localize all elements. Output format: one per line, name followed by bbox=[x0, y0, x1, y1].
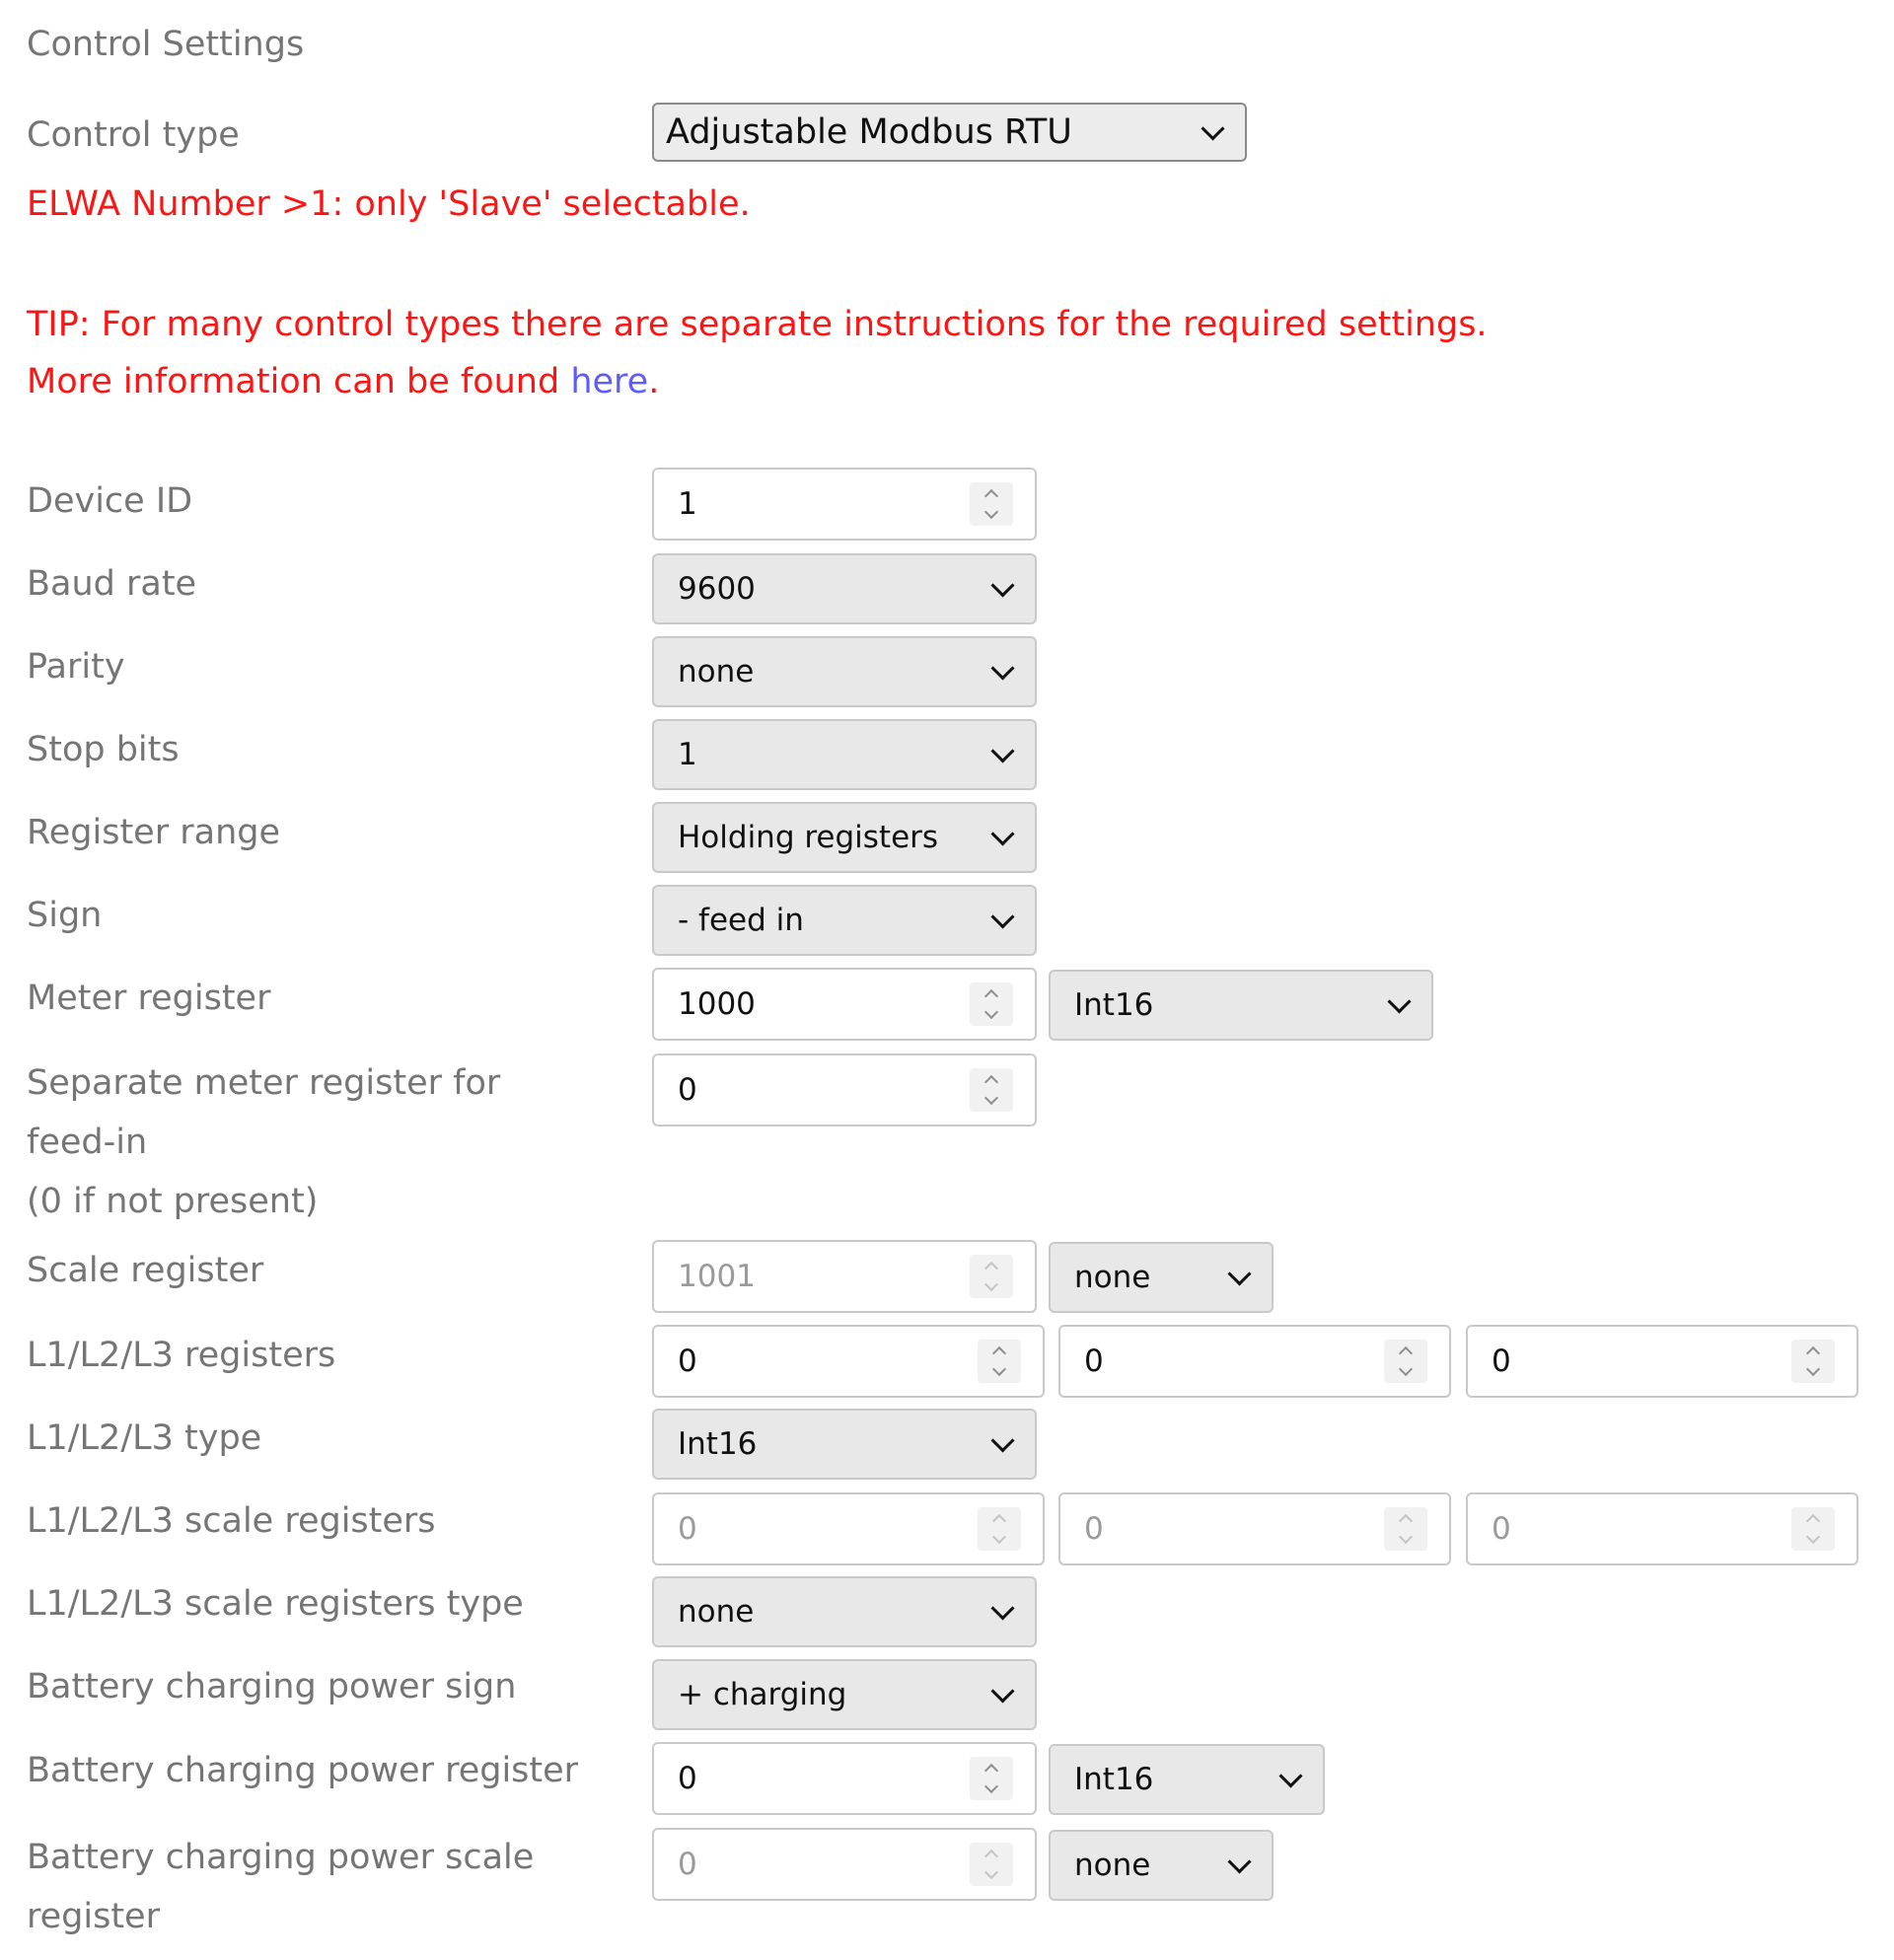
battery-scale-register-label-line1: Battery charging power scale bbox=[27, 1838, 535, 1877]
meter-register-label: Meter register bbox=[27, 979, 271, 1018]
stop-bits-label: Stop bits bbox=[27, 730, 180, 769]
spinner-icon[interactable] bbox=[1384, 1340, 1427, 1383]
separate-meter-register-input[interactable] bbox=[652, 1053, 1037, 1126]
spinner-icon bbox=[970, 1843, 1013, 1886]
register-range-select[interactable] bbox=[652, 802, 1037, 873]
scale-register-type-select[interactable] bbox=[1049, 1242, 1274, 1313]
l123-type-value: Int16 bbox=[678, 1426, 758, 1462]
l3-scale-register-value: 0 bbox=[1492, 1511, 1511, 1547]
tip-line-2 bbox=[27, 352, 659, 411]
parity-value: none bbox=[678, 654, 755, 690]
l1-scale-register-input[interactable] bbox=[652, 1492, 1045, 1565]
l3-register-input[interactable] bbox=[1466, 1325, 1858, 1398]
l123-scale-registers-label: L1/L2/L3 scale registers bbox=[27, 1501, 436, 1541]
spinner-icon bbox=[970, 1255, 1013, 1298]
separate-meter-register-value: 0 bbox=[678, 1072, 697, 1108]
meter-register-type-select[interactable] bbox=[1049, 970, 1433, 1041]
tip-line-2-prefix: More information can be found bbox=[27, 362, 571, 401]
chevron-down-icon bbox=[990, 656, 1014, 680]
control-type-label: Control type bbox=[27, 115, 240, 155]
spinner-icon[interactable] bbox=[970, 1068, 1013, 1112]
parity-select[interactable] bbox=[652, 636, 1037, 707]
battery-register-input[interactable] bbox=[652, 1742, 1037, 1815]
l3-register-value: 0 bbox=[1492, 1343, 1511, 1379]
device-id-input[interactable] bbox=[652, 468, 1037, 541]
battery-scale-register-input[interactable] bbox=[652, 1828, 1037, 1901]
l123-type-label: L1/L2/L3 type bbox=[27, 1418, 262, 1458]
chevron-down-icon bbox=[1201, 116, 1224, 140]
l1-register-input[interactable] bbox=[652, 1325, 1045, 1398]
l123-scale-registers-type-label: L1/L2/L3 scale registers type bbox=[27, 1584, 524, 1624]
l1-scale-register-value: 0 bbox=[678, 1511, 697, 1547]
l123-scale-registers-type-value: none bbox=[678, 1594, 755, 1630]
scale-register-input[interactable] bbox=[652, 1240, 1037, 1313]
baud-rate-label: Baud rate bbox=[27, 564, 197, 604]
chevron-down-icon bbox=[990, 1596, 1014, 1620]
l3-scale-register-input[interactable] bbox=[1466, 1492, 1858, 1565]
chevron-down-icon bbox=[990, 1428, 1014, 1452]
battery-sign-value: + charging bbox=[678, 1677, 847, 1712]
l123-scale-registers-type-select[interactable] bbox=[652, 1576, 1037, 1647]
chevron-down-icon bbox=[990, 1679, 1014, 1703]
battery-register-type-value: Int16 bbox=[1074, 1762, 1154, 1797]
battery-scale-register-type-value: none bbox=[1074, 1848, 1151, 1883]
separate-meter-register-label-line2: feed-in bbox=[27, 1123, 148, 1162]
register-range-value: Holding registers bbox=[678, 820, 939, 855]
chevron-down-icon bbox=[990, 905, 1014, 928]
control-type-value: Adjustable Modbus RTU bbox=[666, 112, 1072, 152]
sign-label: Sign bbox=[27, 896, 103, 935]
device-id-label: Device ID bbox=[27, 481, 193, 521]
spinner-icon bbox=[1384, 1507, 1427, 1551]
tip-line-2-suffix: . bbox=[648, 362, 660, 401]
spinner-icon[interactable] bbox=[978, 1340, 1021, 1383]
chevron-down-icon bbox=[1387, 989, 1411, 1013]
register-range-label: Register range bbox=[27, 813, 280, 852]
spinner-icon bbox=[1791, 1507, 1835, 1551]
tip-line-1: TIP: For many control types there are separate instructions for the required settings. bbox=[27, 305, 1488, 344]
stop-bits-value: 1 bbox=[678, 737, 697, 772]
battery-scale-register-value: 0 bbox=[678, 1847, 697, 1882]
sign-value: - feed in bbox=[678, 903, 804, 938]
scale-register-type-value: none bbox=[1074, 1260, 1151, 1295]
spinner-icon[interactable] bbox=[970, 482, 1013, 526]
battery-register-label: Battery charging power register bbox=[27, 1751, 579, 1790]
scale-register-value: 1001 bbox=[678, 1259, 756, 1294]
battery-scale-register-label-line2: register bbox=[27, 1897, 160, 1936]
meter-register-value: 1000 bbox=[678, 986, 756, 1022]
spinner-icon[interactable] bbox=[970, 982, 1013, 1026]
chevron-down-icon bbox=[1278, 1764, 1302, 1787]
chevron-down-icon bbox=[990, 573, 1014, 597]
l2-scale-register-input[interactable] bbox=[1058, 1492, 1451, 1565]
l2-register-value: 0 bbox=[1084, 1343, 1104, 1379]
chevron-down-icon bbox=[990, 822, 1014, 845]
battery-scale-register-type-select[interactable] bbox=[1049, 1830, 1274, 1901]
l123-type-select[interactable] bbox=[652, 1409, 1037, 1480]
scale-register-label: Scale register bbox=[27, 1251, 264, 1290]
battery-sign-select[interactable] bbox=[652, 1659, 1037, 1730]
l1-register-value: 0 bbox=[678, 1343, 697, 1379]
l123-registers-label: L1/L2/L3 registers bbox=[27, 1336, 336, 1375]
elwa-warning: ELWA Number >1: only 'Slave' selectable. bbox=[27, 184, 751, 224]
spinner-icon[interactable] bbox=[970, 1757, 1013, 1800]
stop-bits-select[interactable] bbox=[652, 719, 1037, 790]
chevron-down-icon bbox=[990, 739, 1014, 762]
battery-register-value: 0 bbox=[678, 1761, 697, 1796]
l2-register-input[interactable] bbox=[1058, 1325, 1451, 1398]
chevron-down-icon bbox=[1227, 1850, 1251, 1873]
section-title: Control Settings bbox=[27, 25, 305, 64]
device-id-value: 1 bbox=[678, 486, 697, 522]
chevron-down-icon bbox=[1227, 1262, 1251, 1285]
meter-register-type-value: Int16 bbox=[1074, 987, 1154, 1023]
here-link[interactable]: here bbox=[570, 362, 649, 401]
control-type-select[interactable] bbox=[652, 103, 1247, 162]
parity-label: Parity bbox=[27, 647, 125, 687]
baud-rate-select[interactable] bbox=[652, 553, 1037, 624]
battery-sign-label: Battery charging power sign bbox=[27, 1667, 517, 1706]
l2-scale-register-value: 0 bbox=[1084, 1511, 1104, 1547]
battery-register-type-select[interactable] bbox=[1049, 1744, 1325, 1815]
separate-meter-register-label-line3: (0 if not present) bbox=[27, 1182, 319, 1221]
baud-rate-value: 9600 bbox=[678, 571, 756, 607]
spinner-icon bbox=[978, 1507, 1021, 1551]
meter-register-input[interactable] bbox=[652, 968, 1037, 1041]
separate-meter-register-label-line1: Separate meter register for bbox=[27, 1063, 501, 1103]
spinner-icon[interactable] bbox=[1791, 1340, 1835, 1383]
sign-select[interactable] bbox=[652, 885, 1037, 956]
